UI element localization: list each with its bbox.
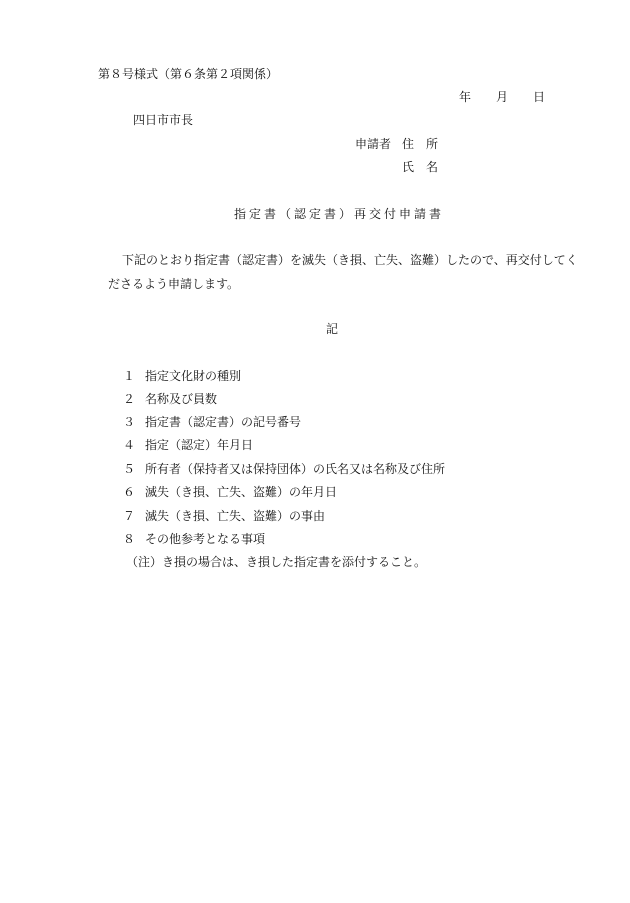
list-item — [123, 531, 265, 547]
list-item — [123, 391, 217, 407]
body-line-2: ださるよう申請します。 — [108, 277, 240, 291]
list-item — [123, 484, 337, 500]
item-text: 名称及び員数 — [145, 392, 218, 406]
list-item — [123, 437, 253, 453]
item-number: ６ — [123, 485, 136, 499]
applicant-label: 申請者 — [355, 137, 392, 151]
item-text: 指定書（認定書）の記号番号 — [145, 415, 302, 429]
item-text: 指定（認定）年月日 — [145, 438, 254, 452]
item-number: ３ — [123, 415, 136, 429]
item-text: 指定文化財の種別 — [145, 369, 242, 383]
note: （注）き損の場合は、き損した指定書を添付すること。 — [126, 555, 427, 569]
date-month-label: 月 — [496, 90, 509, 104]
item-number: １ — [123, 369, 136, 383]
item-number: ５ — [123, 462, 136, 476]
item-text: その他参考となる事項 — [145, 532, 266, 546]
document-title: 指定書（認定書）再交付申請書 — [234, 207, 445, 221]
addressee: 四日市市長 — [133, 113, 194, 127]
list-item — [123, 461, 445, 477]
item-text: 滅失（き損、亡失、盗難）の事由 — [145, 509, 326, 523]
item-text: 所有者（保持者又は保持団体）の氏名又は名称及び住所 — [145, 462, 446, 476]
item-number: ２ — [123, 392, 136, 406]
list-item — [123, 414, 301, 430]
form-id: 第８号様式（第６条第２項関係） — [98, 67, 279, 81]
list-item — [123, 368, 241, 384]
body-line-1: 下記のとおり指定書（認定書）を滅失（き損、亡失、盗難）したので、再交付してく — [122, 253, 578, 267]
item-text: 滅失（き損、亡失、盗難）の年月日 — [145, 485, 338, 499]
ki-heading: 記 — [326, 322, 339, 336]
item-number: ７ — [123, 509, 136, 523]
name-label: 氏 名 — [402, 160, 439, 174]
item-number: ８ — [123, 532, 136, 546]
date-year-label: 年 — [459, 90, 472, 104]
item-number: ４ — [123, 438, 136, 452]
list-item — [123, 508, 325, 524]
address-label: 住 所 — [402, 137, 439, 151]
date-day-label: 日 — [533, 90, 546, 104]
